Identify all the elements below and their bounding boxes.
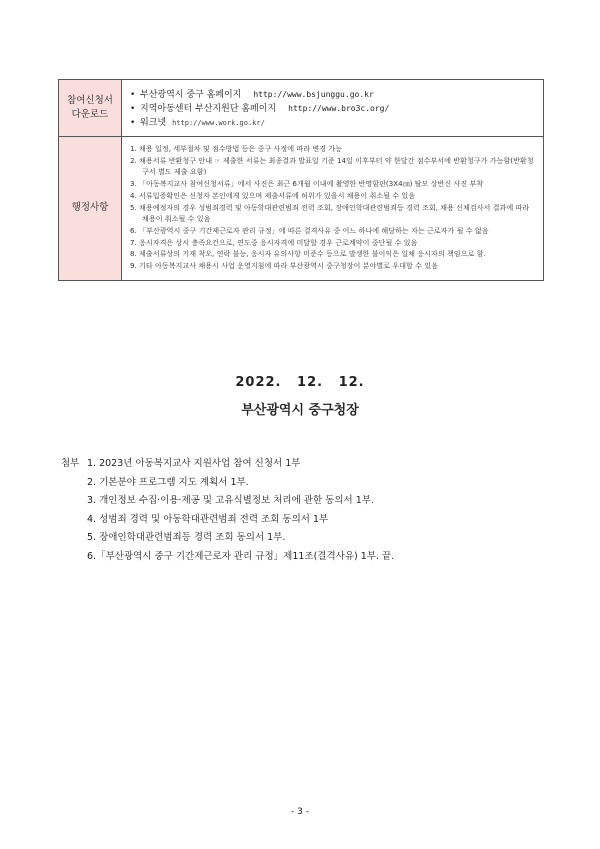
notes-header-cell xyxy=(59,137,122,281)
notes-row xyxy=(59,137,544,281)
attachment-item xyxy=(61,511,394,530)
download-links-cell xyxy=(122,80,544,137)
info-table xyxy=(58,79,544,281)
note-item: 2. 채용서류 반환청구 안내 ☞ 제출한 서류는 최종결과 발표일 기준 14일 이후부터 약 한달간 점수부서에 반환청구가 가능함(반환청구서 별도 제출 요함) xyxy=(130,155,534,177)
document-date: 2022. 12. 12. xyxy=(235,375,365,390)
link-item-worknet[interactable] xyxy=(130,116,537,130)
bullet-icon: • xyxy=(130,90,136,100)
notes-cell xyxy=(122,137,544,281)
attachment-item xyxy=(61,474,394,493)
link-url[interactable]: http://www.bro3c.org/ xyxy=(288,104,390,113)
attachment-item xyxy=(61,529,394,548)
attachment-text: 5. 장애인학대관련범죄등 경력 조회 동의서 1부. xyxy=(87,532,286,544)
note-item: 4. 서류입증확인은 신청자 본인에게 있으며 제출서류에 허위가 있을시 채용이 취소될 수 있음 xyxy=(130,190,416,200)
note-item: 1. 채용 일정, 세부절차 및 점수방법 등은 중구 사정에 따라 변경 가능 xyxy=(130,144,342,153)
attachment-text: 1. 2023년 아동복지교사 지원사업 참여 신청서 1부 xyxy=(87,458,301,469)
link-item-bro3c[interactable] xyxy=(130,102,537,116)
attachments-list xyxy=(61,455,394,567)
note-item: 6. 「부산광역시 중구 기간제근로자 관리 규정」에 따른 결격사유 중 어느 하나에 해당하는 자는 근로자가 될 수 없음 xyxy=(130,225,489,235)
note-item: 7. 응시자격은 상시 충족요건으로, 연도중 응시자격에 미달할 경우 근로계약이 중단될 수 있음 xyxy=(130,237,418,247)
link-item-bsjunggu[interactable] xyxy=(130,88,537,102)
attachment-item xyxy=(61,492,394,511)
bullet-icon: • xyxy=(130,118,136,128)
download-header-label: 참여신청서 다운로드 xyxy=(67,95,113,120)
link-url[interactable]: http://www.work.go.kr/ xyxy=(172,119,265,127)
notes-header-label: 행정사항 xyxy=(71,202,109,214)
download-header-cell xyxy=(59,80,122,137)
attachment-text: 2. 기본분야 프로그램 지도 계획서 1부. xyxy=(87,476,249,488)
attachment-lead: 첨부 xyxy=(61,458,80,469)
attachment-item xyxy=(61,548,394,567)
link-url[interactable]: http://www.bsjunggu.go.kr xyxy=(253,90,374,99)
download-row xyxy=(59,80,544,137)
page-number: - 3 - xyxy=(291,807,309,817)
attachment-text: 4. 성범죄 경력 및 아동학대관련범죄 전력 조회 동의서 1부 xyxy=(87,513,329,525)
attachment-text: 3. 개인정보 수집·이용·제공 및 고유식별정보 처리에 관한 동의서 1부. xyxy=(87,495,374,507)
issuer-name: 부산광역시 중구청장 xyxy=(241,403,359,418)
link-label: 워크넷 xyxy=(140,118,167,128)
link-label: 지역아동센터 부산지원단 홈페이지 xyxy=(140,104,277,114)
bullet-icon: • xyxy=(130,104,136,114)
link-label: 부산광역시 중구 홈페이지 xyxy=(140,90,242,100)
attachment-item xyxy=(61,455,394,474)
note-item: 5. 채용예정자의 경우 성범죄경력 및 아동학대관련범죄 전력 조회, 장애인학대관련범죄등 경력 조회, 채용 신체검사서 결과에 따라 채용이 취소될 수 있음 xyxy=(130,202,530,224)
note-item: 3. 「아동복지교사 참여신청서류」에서 사진은 최근 6개월 이내에 촬영한 반명함판(3X4㎝) 탈모 상반신 사진 부착 xyxy=(130,179,484,189)
note-item: 8. 제출서류상의 기재 착오, 연락 불능, 응시자 유의사항 미준수 등으로 발생한 불이익은 일체 응시자의 책임으로 함. xyxy=(130,249,486,259)
note-item: 9. 기타 아동복지교사 채용시 사업 운영지침에 따라 부산광역시 중구청장이 분야별로 우대할 수 있음 xyxy=(130,261,438,271)
attachment-text: 6.「부산광역시 중구 기간제근로자 관리 규정」제11조(결격사유) 1부. 끝. xyxy=(87,550,395,562)
